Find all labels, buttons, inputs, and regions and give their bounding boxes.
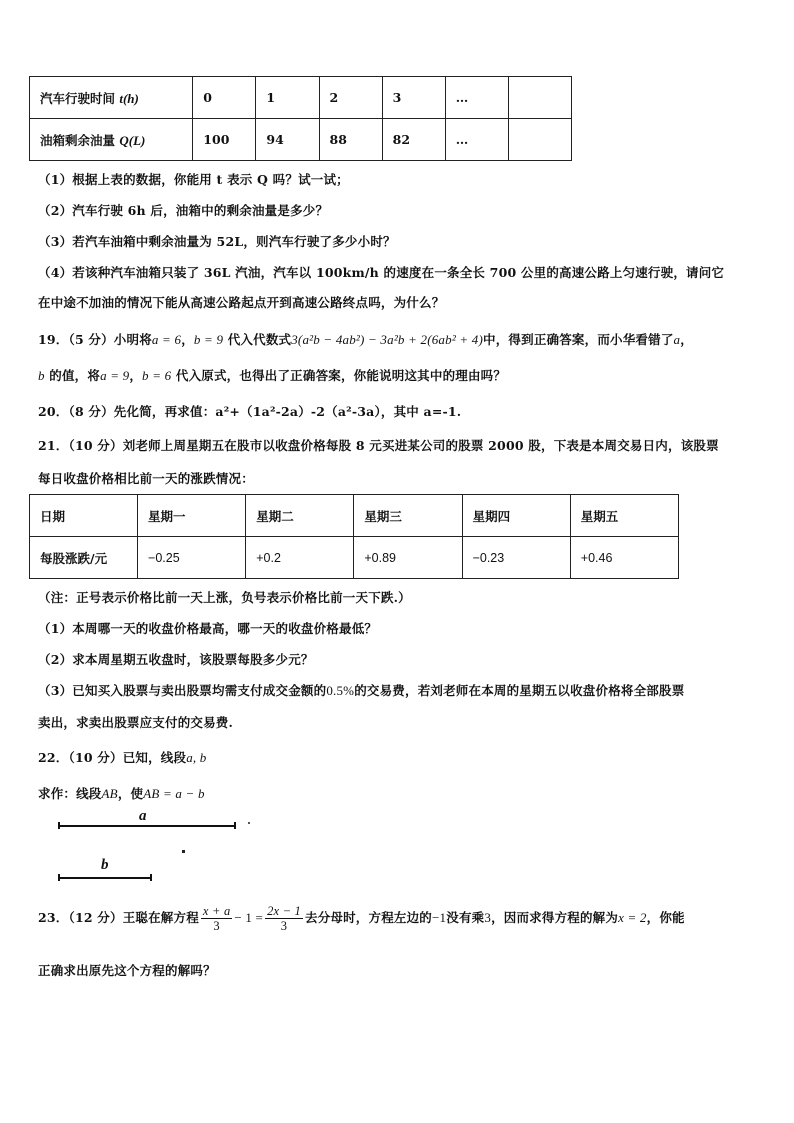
q20-text: 20．（8 分）先化简，再求值：a²+（1a²-2a）-2（a²-3a），其中 a=-1. [38, 404, 462, 419]
q19-line2: b 的值，将a = 9，b = 6 代入原式，也得出了正确答案，你能说明这其中的理由吗？ [38, 368, 507, 383]
dot-mark [182, 850, 185, 853]
q18-part2: （2）汽车行驶 6h 后，油箱中的剩余油量是多少？ [38, 203, 329, 218]
table-row [30, 537, 679, 579]
dot-mark [248, 822, 250, 824]
table-header-cell: 星期五 [570, 495, 678, 537]
table-cell: 82 [382, 119, 445, 161]
q21-line2: 每日收盘价格相比前一天的涨跌情况： [38, 471, 254, 486]
q18-part4-line2: 在中途不加油的情况下能从高速公路起点开到高速公路终点吗，为什么？ [38, 295, 445, 310]
table-row [30, 119, 572, 161]
segment-a-label: a [139, 808, 147, 824]
stock-table [29, 494, 679, 579]
q21-note: （注：正号表示价格比前一天上涨，负号表示价格比前一天下跌.） [38, 590, 411, 605]
table-cell: 0 [193, 77, 256, 119]
segment-a-end-tick [234, 822, 236, 829]
table-cell: +0.46 [570, 537, 678, 579]
q21-part2: （2）求本周星期五收盘时，该股票每股多少元？ [38, 652, 314, 667]
segment-a [58, 825, 236, 827]
q19-line1: 19．（5 分）小明将a = 6，b = 9 代入代数式3(a²b − 4ab²) − 3a²b + 2(6ab² + 4)中，得到正确答案，而小华看错了a， [38, 332, 693, 347]
q22-line2: 求作：线段AB，使AB = a − b [38, 786, 205, 801]
fraction-left: $\frac{x + a}{3}$ [202, 904, 231, 933]
q23-line1: 23．（12 分）王聪在解方程 $\frac{x + a}{3}$ − 1 = $\frac{2x - 1}{3}$ 去分母时，方程左边的−1没有乘3，因而求得方程的解为x = 2，你能 [38, 904, 685, 933]
q22-line1: 22．（10 分）已知，线段a, b [38, 750, 207, 765]
table-cell: … [445, 119, 508, 161]
q21-part3-line1: （3）已知买入股票与卖出股票均需支付成交金额的0.5%的交易费，若刘老师在本周的星期五以收盘价格将全部股票 [38, 683, 685, 698]
q21-line1: 21．（10 分）刘老师上周星期五在股市以收盘价格每股 8 元买进某公司的股票 2000 股，下表是本周交易日内，该股票 [38, 438, 719, 453]
table-header-cell: 日期 [30, 495, 138, 537]
table-cell: 94 [256, 119, 319, 161]
q18-part4-line1: （4）若该种汽车油箱只装了 36L 汽油，汽车以 100km/h 的速度在一条全长 700 公里的高速公路上匀速行驶，请问它 [38, 265, 725, 280]
table-header-cell: 星期四 [462, 495, 570, 537]
q23-line2: 正确求出原先这个方程的解吗？ [38, 963, 216, 978]
table-cell: +0.2 [246, 537, 354, 579]
row-label-time: 汽车行驶时间 t(h) [30, 77, 193, 119]
table-cell: −0.25 [138, 537, 246, 579]
segment-a-start-tick [58, 822, 60, 829]
table-row [30, 77, 572, 119]
table-cell: … [445, 77, 508, 119]
row-label-fuel: 油箱剩余油量 Q(L) [30, 119, 193, 161]
table-cell [508, 119, 571, 161]
table-cell: 100 [193, 119, 256, 161]
fraction-right: $\frac{2x - 1}{3}$ [267, 904, 301, 933]
table-cell: −0.23 [462, 537, 570, 579]
table-header-cell: 星期三 [354, 495, 462, 537]
segment-b [58, 877, 152, 879]
table-header-cell: 星期一 [138, 495, 246, 537]
fuel-table [29, 76, 572, 161]
table-cell: 每股涨跌/元 [30, 537, 138, 579]
table-cell: +0.89 [354, 537, 462, 579]
q21-part3-line2: 卖出，求卖出股票应支付的交易费. [38, 715, 234, 730]
q18-part1: （1）根据上表的数据，你能用 t 表示 Q 吗？试一试； [38, 172, 349, 187]
segment-b-end-tick [150, 874, 152, 881]
table-cell: 1 [256, 77, 319, 119]
table-row [30, 495, 679, 537]
segment-b-start-tick [58, 874, 60, 881]
table-cell [508, 77, 571, 119]
table-header-cell: 星期二 [246, 495, 354, 537]
table-cell: 88 [319, 119, 382, 161]
q21-part1: （1）本周哪一天的收盘价格最高，哪一天的收盘价格最低？ [38, 621, 378, 636]
segment-b-label: b [101, 857, 109, 873]
table-cell: 3 [382, 77, 445, 119]
q18-part3: （3）若汽车油箱中剩余油量为 52L，则汽车行驶了多少小时？ [38, 234, 396, 249]
table-cell: 2 [319, 77, 382, 119]
